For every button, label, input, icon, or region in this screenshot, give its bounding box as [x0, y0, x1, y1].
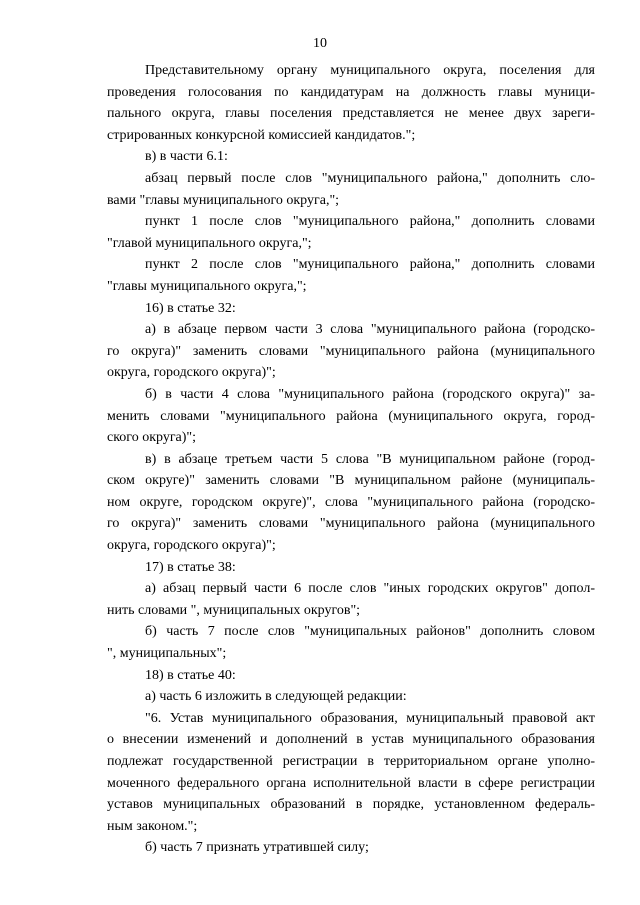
text-line: пального округа, главы поселения представляется не менее двух зареги-: [107, 106, 595, 122]
text-line: менить словами "муниципального района (муниципального округа, город-: [107, 408, 595, 424]
text-line: ского округа)";: [107, 430, 197, 446]
text-line: а) абзац первый части 6 после слов "иных городских округов" допол-: [145, 581, 595, 597]
document-body: [107, 60, 595, 859]
text-line: "главы муниципального округа,";: [107, 278, 307, 294]
text-line: "главой муниципального округа,";: [107, 235, 312, 251]
text-line: б) в части 4 слова "муниципального района (городского округа)" за-: [145, 386, 595, 402]
text-line: вами "главы муниципального округа,";: [107, 192, 340, 208]
text-line: а) часть 6 изложить в следующей редакции:: [145, 689, 407, 705]
text-line: ском округе)" заменить словами "В муниципальном районе (муниципаль-: [107, 473, 595, 489]
text-line: о внесении изменений и дополнений в устав муниципального образования: [107, 732, 595, 748]
text-line: 18) в статье 40:: [145, 667, 236, 683]
text-line: ным законом.";: [107, 818, 198, 834]
text-line: го округа)" заменить словами "муниципального района (муниципального: [107, 343, 595, 359]
text-line: ", муниципальных";: [107, 646, 227, 662]
text-line: нить словами ", муниципальных округов";: [107, 602, 361, 618]
text-line: в) в абзаце третьем части 5 слова "В муниципальном районе (город-: [145, 451, 595, 467]
text-line: проведения голосования по кандидатурам на должность главы муници-: [107, 84, 595, 100]
text-line: пункт 2 после слов "муниципального района," дополнить словами: [145, 257, 595, 273]
text-line: а) в абзаце первом части 3 слова "муниципального района (городско-: [145, 322, 595, 338]
text-line: "6. Устав муниципального образования, муниципальный правовой акт: [145, 710, 595, 726]
text-line: ном округе, городском округе)", слова "муниципального района (городско-: [107, 494, 595, 510]
text-line: округа, городского округа)";: [107, 365, 276, 381]
text-line: подлежат государственной регистрации в территориальном органе уполно-: [107, 754, 595, 769]
text-line: пункт 1 после слов "муниципального района," дополнить словами: [145, 214, 595, 230]
text-line: абзац первый после слов "муниципального района," дополнить сло-: [145, 170, 595, 186]
text-line: в) в части 6.1:: [145, 149, 228, 165]
text-line: уставов муниципальных образований в порядке, установленном федераль-: [107, 797, 595, 813]
page-number: 10: [313, 36, 327, 51]
text-line: б) часть 7 после слов "муниципальных районов" дополнить словом: [145, 624, 595, 640]
text-line: го округа)" заменить словами "муниципального района (муниципального: [107, 516, 595, 532]
text-line: моченного федерального органа исполнительной власти в сфере регистрации: [107, 775, 595, 791]
text-line: 17) в статье 38:: [145, 559, 236, 575]
text-line: Представительному органу муниципального округа, поселения для: [145, 63, 595, 78]
text-line: 16) в статье 32:: [145, 300, 236, 316]
text-line: стрированных конкурсной комиссией кандидатов.";: [107, 127, 416, 143]
text-line: б) часть 7 признать утратившей силу;: [145, 840, 369, 856]
text-line: округа, городского округа)";: [107, 538, 276, 554]
